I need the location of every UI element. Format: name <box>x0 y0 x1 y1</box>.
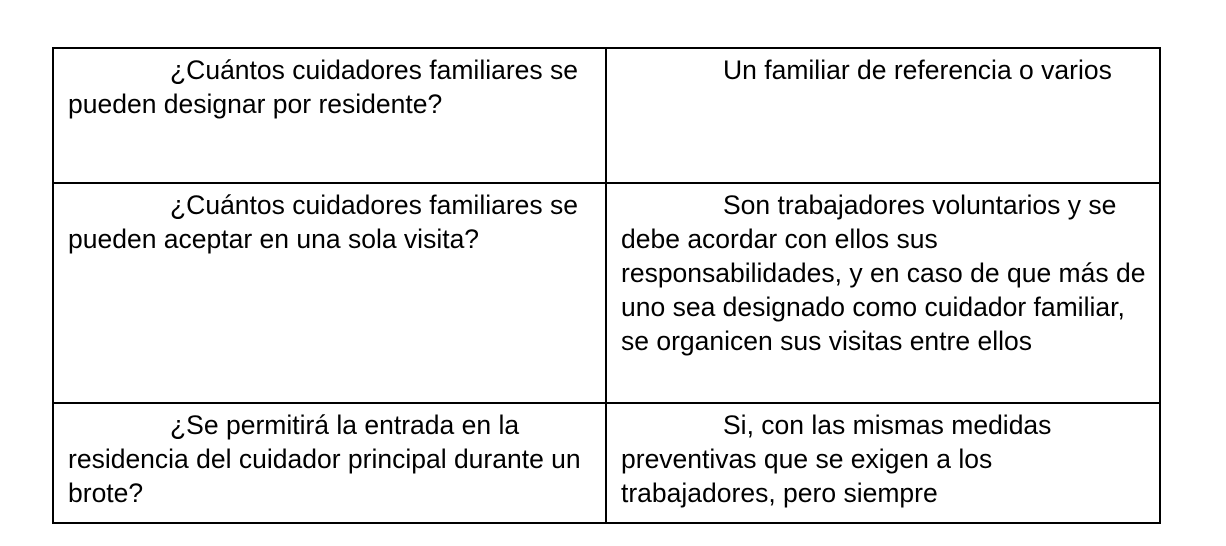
answer-cell: Si, con las mismas medidas preventivas que se exigen a los trabajadores, pero siempre <box>606 403 1160 523</box>
table-row <box>53 48 1160 183</box>
answer-cell: Un familiar de referencia o varios <box>606 48 1160 183</box>
question-cell: ¿Cuántos cuidadores familiares se pueden aceptar en una sola visita? <box>53 183 606 403</box>
answer-cell: Son trabajadores voluntarios y se debe acordar con ellos sus responsabilidades, y en caso de que más de uno sea designado como cuidador familiar, se organicen sus visitas entre ellos <box>606 183 1160 403</box>
question-cell: ¿Cuántos cuidadores familiares se pueden designar por residente? <box>53 48 606 183</box>
question-cell: ¿Se permitirá la entrada en la residencia del cuidador principal durante un brote? <box>53 403 606 523</box>
table-row <box>53 183 1160 403</box>
table-row <box>53 403 1160 523</box>
faq-table <box>52 47 1161 524</box>
